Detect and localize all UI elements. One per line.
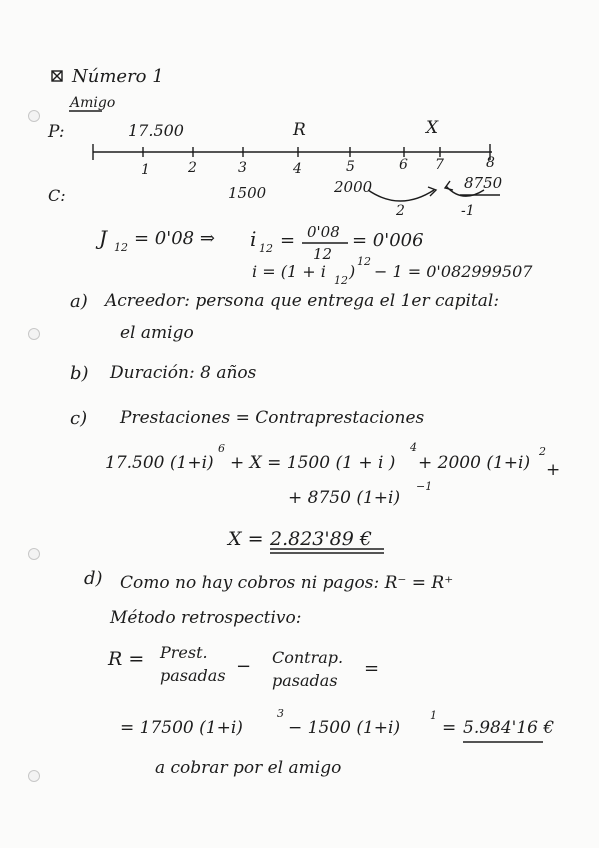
timeline-p-amount: 17.500 (128, 121, 184, 140)
r-minus: − (236, 656, 252, 677)
timeline-c-label: C: (48, 186, 66, 205)
equation-line1-right: + X = 1500 (1 + i ) (230, 453, 396, 473)
equation-line2-exp: −1 (416, 480, 433, 493)
equation-line1-exp1: 6 (218, 442, 225, 455)
equation-line1-tail: + 2000 (1+i) (418, 453, 531, 473)
item-a-label: a) (70, 291, 88, 312)
rate-i12-subscript: 12 (259, 242, 273, 255)
timeline-p-label: P: (48, 122, 65, 142)
rate-i-line-value: − 1 = 0'082999507 (374, 262, 533, 281)
timeline-tick-6: 6 (399, 157, 408, 173)
item-c-label: c) (70, 408, 88, 429)
equation-line2: + 8750 (1+i) (288, 488, 401, 508)
item-a-text: Acreedor: persona que entrega el 1er capital: (105, 291, 500, 311)
rate-j12-value: = 0'08 ⇒ (134, 228, 215, 249)
rate-i-line-exponent: 12 (357, 255, 371, 268)
rate-j12-symbol: J (99, 226, 108, 250)
timeline-tick-3: 3 (238, 160, 247, 176)
r-calc-exp1: 3 (277, 707, 284, 720)
r-eq-label: R = (108, 648, 145, 670)
item-d-label: d) (84, 568, 103, 589)
timeline-c-amount-2000: 2000 (334, 178, 373, 196)
timeline-c-amount-8750: 8750 (464, 174, 503, 192)
item-b-label: b) (70, 363, 89, 384)
r-contra-line1: Contrap. (272, 648, 344, 667)
equation-line1-exp3: 2 (539, 445, 546, 458)
rate-i12-value: = 0'006 (352, 230, 424, 251)
rate-i12-numerator: 0'08 (307, 223, 340, 241)
r-calc-value: 5.984'16 € (463, 718, 555, 738)
page-title: Número 1 (72, 66, 164, 87)
r-calc-mid: − 1500 (1+i) (288, 718, 401, 738)
timeline-tick-5: 5 (346, 159, 355, 175)
rate-i-line-close: ) (349, 262, 356, 281)
rate-i-line-subscript: 12 (334, 274, 348, 287)
r-calc-eq: = (442, 718, 457, 738)
equation-line1-left: 17.500 (1+i) (105, 453, 214, 473)
timeline-x-label: X (426, 118, 439, 138)
timeline-tick-2: 2 (188, 160, 197, 176)
shift-label-2: 2 (396, 203, 405, 219)
timeline-r-label: R (293, 120, 306, 140)
r-prest-line1: Prest. (160, 643, 208, 662)
r-prest-line2: pasadas (160, 666, 226, 685)
rate-i12-symbol: i (250, 227, 257, 251)
r-calc-exp2: 1 (430, 709, 437, 722)
page-subtitle: Amigo (70, 95, 116, 111)
equation-line1-exp2: 4 (410, 441, 417, 454)
item-a-answer: el amigo (120, 323, 194, 343)
shift-arrow-right (368, 190, 434, 201)
r-final-text: a cobrar por el amigo (155, 758, 342, 778)
item-c-text: Prestaciones = Contraprestaciones (120, 408, 425, 428)
rate-i-line: i = (1 + i (252, 262, 326, 281)
timeline-tick-1: 1 (141, 162, 150, 178)
shift-label-minus-1: -1 (461, 203, 475, 219)
r-eq-sign: = (364, 658, 380, 679)
x-result-label: X = (228, 528, 264, 550)
r-calc-left: = 17500 (1+i) (120, 718, 243, 738)
timeline-c-amount-1500: 1500 (228, 184, 267, 202)
timeline-tick-7: 7 (435, 157, 444, 173)
rate-i12-equals: = (280, 230, 296, 251)
rate-i12-denominator: 12 (313, 245, 333, 263)
item-b-text: Duración: 8 años (110, 363, 257, 383)
x-result-value: 2.823'89 € (270, 528, 372, 550)
timeline-tick-4: 4 (293, 161, 302, 177)
timeline-tick-8: 8 (486, 155, 495, 171)
item-d-text: Como no hay cobros ni pagos: R⁻ = R⁺ (120, 573, 454, 593)
rate-j12-subscript: 12 (114, 241, 128, 254)
equation-line1-plus: + (546, 460, 561, 480)
item-d-method: Método retrospectivo: (110, 608, 302, 628)
r-contra-line2: pasadas (272, 671, 338, 690)
